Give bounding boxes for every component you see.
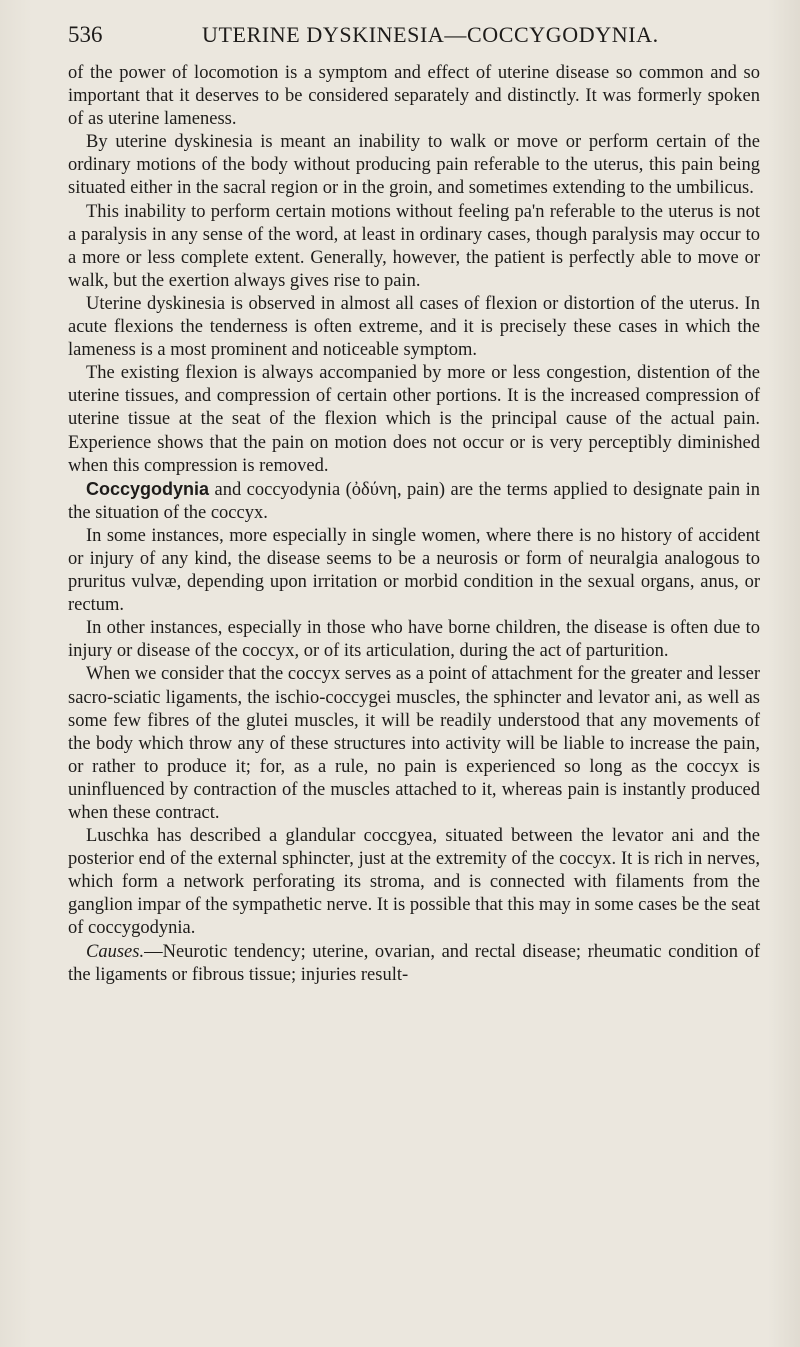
- paragraph-causes: [68, 941, 760, 987]
- coccygodynia-term: Coccygodynia: [86, 478, 210, 499]
- paragraph-neurosis: In some instances, more especially in single women, where there is no history of accident or injury of any kind, the disease seems to be a neurosis or form of neuralgia analogous to pruritus vulvæ, depending upon irritation or morbid condition in the sexual organs, anus, or rectum.: [68, 525, 760, 616]
- paragraph-locomotion: of the power of locomotion is a symptom and effect of uterine disease so common and so important that it deserves to be considered separately and distinctly. It was formerly spoken of as uterine lameness.: [68, 63, 760, 130]
- paragraph-compression: The existing flexion is always accompanied by more or less congestion, distention of the uterine tissues, and compression of certain other portions. It is the increased compression of uterine tissue at the seat of the flexion which is the principal cause of the actual pain. Experience shows that the pain on motion does not occur or is very perceptibly diminished when this compression is removed.: [68, 363, 760, 476]
- paragraph-coccygodynia: [68, 478, 760, 525]
- causes-text: —Neurotic tendency; uterine, ovarian, and rectal disease; rheumatic condition of the ligaments or fibrous tissue; injuries result-: [68, 941, 760, 985]
- page-number: 536: [68, 22, 103, 47]
- paragraph-flexion-cases: Uterine dyskinesia is observed in almost all cases of flexion or distortion of the uterus. In acute flexions the tenderness is often extreme, and it is precisely these cases in which the lameness is a most prominent and noticeable symptom.: [68, 293, 760, 361]
- paragraph-luschka: Luschka has described a glandular coccgyea, situated between the levator ani and the posterior end of the external sphincter, just at the extremity of the coccyx. It is rich in nerves, which form a network perforating its stroma, and is connected with filaments from the ganglion impar of the sympathetic nerve. It is possible that this may in some cases be the seat of coccygodynia.: [68, 826, 760, 939]
- chapter-title: UTERINE DYSKINESIA—COCCYGODYNIA.: [202, 22, 659, 47]
- paragraph-attachments: When we consider that the coccyx serves as a point of attachment for the greater and lesser sacro-sciatic ligaments, the ischio-coccygei muscles, the sphincter and levator ani, as well as some few fibres of the glutei muscles, it will be readily understood that any movements of the body which throw any of these structures into activity will be liable to increase the pain, or rather to produce it; for, as a rule, no pain is experienced so long as the coccyx is uninfluenced by contraction of the muscles attached to it, whereas pain is instantly produced when these contract.: [68, 664, 760, 823]
- causes-label: Causes.: [86, 941, 145, 962]
- body-text: [68, 62, 760, 987]
- paragraph-parturition: In other instances, especially in those who have borne children, the disease is often due to injury or disease of the coccyx, or of its articulation, during the act of parturition.: [68, 618, 760, 662]
- coccygodynia-definition: and coccyodynia (ὀδύνη, pain) are the terms applied to designate pain in the situation of the coccyx.: [68, 479, 760, 523]
- paragraph-not-paralysis: This inability to perform certain motions without feeling pa'n referable to the uterus is not a paralysis in any sense of the word, at least in ordinary cases, though paralysis may occur to a more or less complete extent. Generally, however, the patient is perfectly able to move or walk, but the exertion always gives rise to pain.: [68, 201, 760, 291]
- paragraph-dyskinesia-definition: By uterine dyskinesia is meant an inability to walk or move or perform certain of the ordinary motions of the body without producing pain referable to the uterus, this pain being situated either in the sacral region or in the groin, and sometimes extending to the umbilicus.: [68, 132, 760, 199]
- running-head: [68, 22, 760, 52]
